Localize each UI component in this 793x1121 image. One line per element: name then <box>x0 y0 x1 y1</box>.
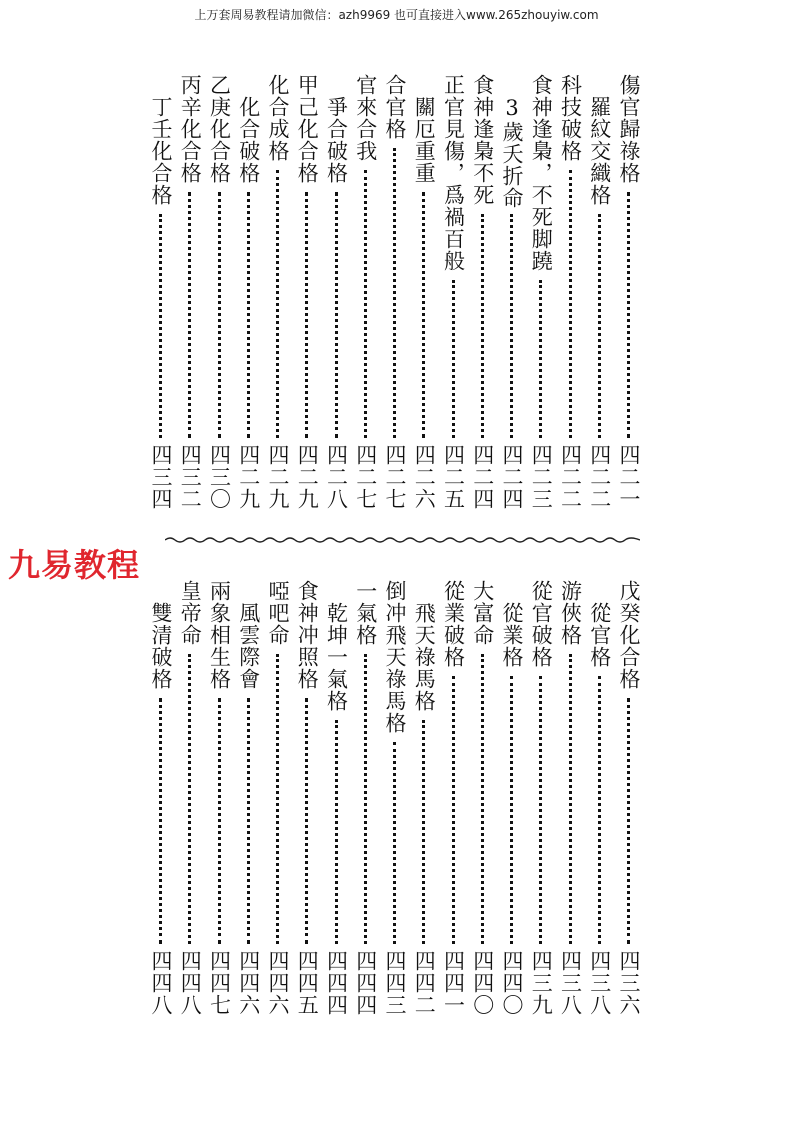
toc-leader-dots <box>598 214 601 438</box>
toc-entry <box>179 580 201 1020</box>
toc-entry-title: 從業破格 <box>441 580 466 668</box>
toc-leader-dots <box>305 698 308 944</box>
toc-entry-page: 四三八 <box>587 950 612 1016</box>
toc-entry-title: 食神逢梟，不死脚蹺 <box>529 74 554 272</box>
toc-entry-title: 丁壬化合格 <box>149 96 173 206</box>
toc-entry-page: 四二七 <box>353 444 378 510</box>
toc-entry-page: 四四四 <box>324 950 349 1016</box>
toc-entry <box>267 74 289 514</box>
toc-leader-dots <box>218 698 221 944</box>
toc-entry-page: 四四二 <box>412 950 437 1016</box>
toc-leader-dots <box>276 654 279 944</box>
toc-entry-title: 倒冲飛天祿馬格 <box>383 580 407 734</box>
toc-entry-title: 丙辛化合格 <box>178 74 203 184</box>
toc-entry <box>384 74 406 514</box>
toc-entry-title: 大富命 <box>470 580 495 646</box>
toc-entry-title: 甲己化合格 <box>295 74 320 184</box>
toc-entry-page: 四二四 <box>500 444 524 510</box>
toc-entry <box>618 74 640 514</box>
toc-entry <box>238 74 260 514</box>
toc-entry <box>179 74 201 514</box>
toc-entry-page: 四四一 <box>441 950 466 1016</box>
toc-entry-title: 正官見傷，爲禍百般 <box>441 74 466 272</box>
toc-entry <box>443 74 465 514</box>
toc-leader-dots <box>247 698 250 944</box>
toc-entry-title: 化合成格 <box>266 74 290 162</box>
toc-entry-page: 四四〇 <box>470 950 495 1016</box>
toc-entry-title: 從官破格 <box>529 580 554 668</box>
toc-leader-dots <box>510 214 513 438</box>
toc-leader-dots <box>569 654 572 944</box>
toc-entry <box>296 580 318 1020</box>
toc-entry-title: 一氣格 <box>353 580 378 646</box>
toc-entry <box>472 580 494 1020</box>
toc-entry <box>413 580 435 1020</box>
toc-entry-page: 四三八 <box>558 950 583 1016</box>
toc-leader-dots <box>627 698 630 944</box>
toc-entry <box>326 74 348 514</box>
toc-entry-page: 四二四 <box>470 444 495 510</box>
toc-entry-page: 四四〇 <box>500 950 524 1016</box>
toc-entry <box>355 74 377 514</box>
toc-leader-dots <box>539 676 542 944</box>
toc-leader-dots <box>159 698 162 944</box>
toc-entry-page: 四三六 <box>617 950 641 1016</box>
toc-leader-dots <box>481 654 484 944</box>
toc-leader-dots <box>393 742 396 944</box>
toc-entry-page: 四三九 <box>529 950 554 1016</box>
toc-entry <box>296 74 318 514</box>
toc-entry <box>501 74 523 514</box>
toc-entry-title: 游俠格 <box>558 580 583 646</box>
toc-entry <box>209 580 231 1020</box>
toc-leader-dots <box>539 280 542 438</box>
toc-entry-title: 科技破格 <box>558 74 583 162</box>
toc-leader-dots <box>335 192 338 438</box>
toc-leader-dots <box>510 676 513 944</box>
toc-leader-dots <box>188 654 191 944</box>
toc-entry-page: 四三〇 <box>207 444 232 510</box>
toc-entry-page: 四二五 <box>441 444 466 510</box>
toc-entry <box>150 580 172 1020</box>
toc-entry-page: 四四三 <box>383 950 407 1016</box>
toc-entry-page: 四二一 <box>617 444 641 510</box>
toc-leader-dots <box>364 654 367 944</box>
toc-entry-page: 四二七 <box>383 444 407 510</box>
toc-leader-dots <box>218 192 221 438</box>
toc-entry-title: 3歲夭折命 <box>500 96 524 209</box>
toc-entry <box>150 74 172 514</box>
toc-entry-page: 四四五 <box>295 950 320 1016</box>
toc-entry-page: 四四六 <box>236 950 261 1016</box>
toc-entry-page: 四四六 <box>266 950 290 1016</box>
toc-entry-page: 四二九 <box>266 444 290 510</box>
toc-entry-title: 飛天祿馬格 <box>412 602 437 712</box>
toc-leader-dots <box>598 676 601 944</box>
toc-entry-title: 兩象相生格 <box>207 580 232 690</box>
toc-entry <box>530 580 552 1020</box>
toc-entry <box>589 580 611 1020</box>
toc-entry <box>384 580 406 1020</box>
toc-leader-dots <box>422 720 425 944</box>
toc-leader-dots <box>247 192 250 438</box>
toc-leader-dots <box>569 170 572 438</box>
toc-leader-dots <box>305 192 308 438</box>
toc-entry <box>267 580 289 1020</box>
toc-entry-title: 戊癸化合格 <box>617 580 641 690</box>
toc-section-bottom <box>150 580 640 1020</box>
toc-entry-page: 四四四 <box>353 950 378 1016</box>
toc-entry <box>530 74 552 514</box>
toc-entry-title: 雙清破格 <box>149 602 173 690</box>
toc-entry-page: 四二八 <box>324 444 349 510</box>
toc-entry <box>355 580 377 1020</box>
toc-entry <box>501 580 523 1020</box>
toc-entry-page: 四四七 <box>207 950 232 1016</box>
toc-entry-title: 合官格 <box>383 74 407 140</box>
toc-entry <box>413 74 435 514</box>
wavy-divider-line <box>165 538 640 542</box>
toc-entry-title: 食神逢梟不死 <box>470 74 495 206</box>
toc-entry-page: 四二九 <box>295 444 320 510</box>
toc-entry-title: 羅紋交織格 <box>587 96 612 206</box>
toc-entry-page: 四二二 <box>587 444 612 510</box>
toc-entry <box>560 580 582 1020</box>
toc-entry-page: 四三四 <box>149 444 173 510</box>
toc-entry <box>472 74 494 514</box>
toc-leader-dots <box>422 192 425 438</box>
toc-leader-dots <box>364 170 367 438</box>
toc-leader-dots <box>627 192 630 438</box>
toc-entry-page: 四二九 <box>236 444 261 510</box>
toc-entry <box>443 580 465 1020</box>
toc-entry-title: 從業格 <box>500 602 524 668</box>
toc-entry-title: 皇帝命 <box>178 580 203 646</box>
toc-entry <box>618 580 640 1020</box>
brand-watermark: 九易教程 <box>8 546 141 584</box>
toc-leader-dots <box>276 170 279 438</box>
toc-entry-title: 乾坤一氣格 <box>324 602 349 712</box>
toc-leader-dots <box>393 148 396 438</box>
toc-entry-title: 啞吧命 <box>266 580 290 646</box>
toc-entry <box>560 74 582 514</box>
toc-entry <box>238 580 260 1020</box>
toc-entry-page: 四二三 <box>529 444 554 510</box>
toc-leader-dots <box>188 192 191 438</box>
toc-entry <box>589 74 611 514</box>
toc-entry-title: 爭合破格 <box>324 96 349 184</box>
toc-leader-dots <box>481 214 484 438</box>
toc-leader-dots <box>335 720 338 944</box>
toc-entry-title: 官來合我 <box>353 74 378 162</box>
toc-entry-page: 四三二 <box>178 444 203 510</box>
toc-leader-dots <box>452 676 455 944</box>
toc-entry-title: 乙庚化合格 <box>207 74 232 184</box>
toc-entry-title: 從官格 <box>587 602 612 668</box>
toc-entry-title: 關厄重重 <box>412 96 437 184</box>
toc-entry-title: 化合破格 <box>236 96 261 184</box>
toc-section-top <box>150 74 640 514</box>
section-divider <box>165 535 640 545</box>
toc-entry <box>326 580 348 1020</box>
toc-leader-dots <box>452 280 455 438</box>
toc-leader-dots <box>159 214 162 438</box>
page-header-ad: 上万套周易教程请加微信：azh9969 也可直接进入www.265zhouyiw.com <box>194 8 599 22</box>
toc-entry-page: 四四八 <box>178 950 203 1016</box>
toc-entry-title: 風雲際會 <box>236 602 261 690</box>
toc-entry-page: 四二六 <box>412 444 437 510</box>
toc-entry-page: 四二二 <box>558 444 583 510</box>
toc-entry-title: 傷官歸祿格 <box>617 74 641 184</box>
toc-entry-page: 四四八 <box>149 950 173 1016</box>
toc-entry-title: 食神冲照格 <box>295 580 320 690</box>
toc-entry <box>209 74 231 514</box>
